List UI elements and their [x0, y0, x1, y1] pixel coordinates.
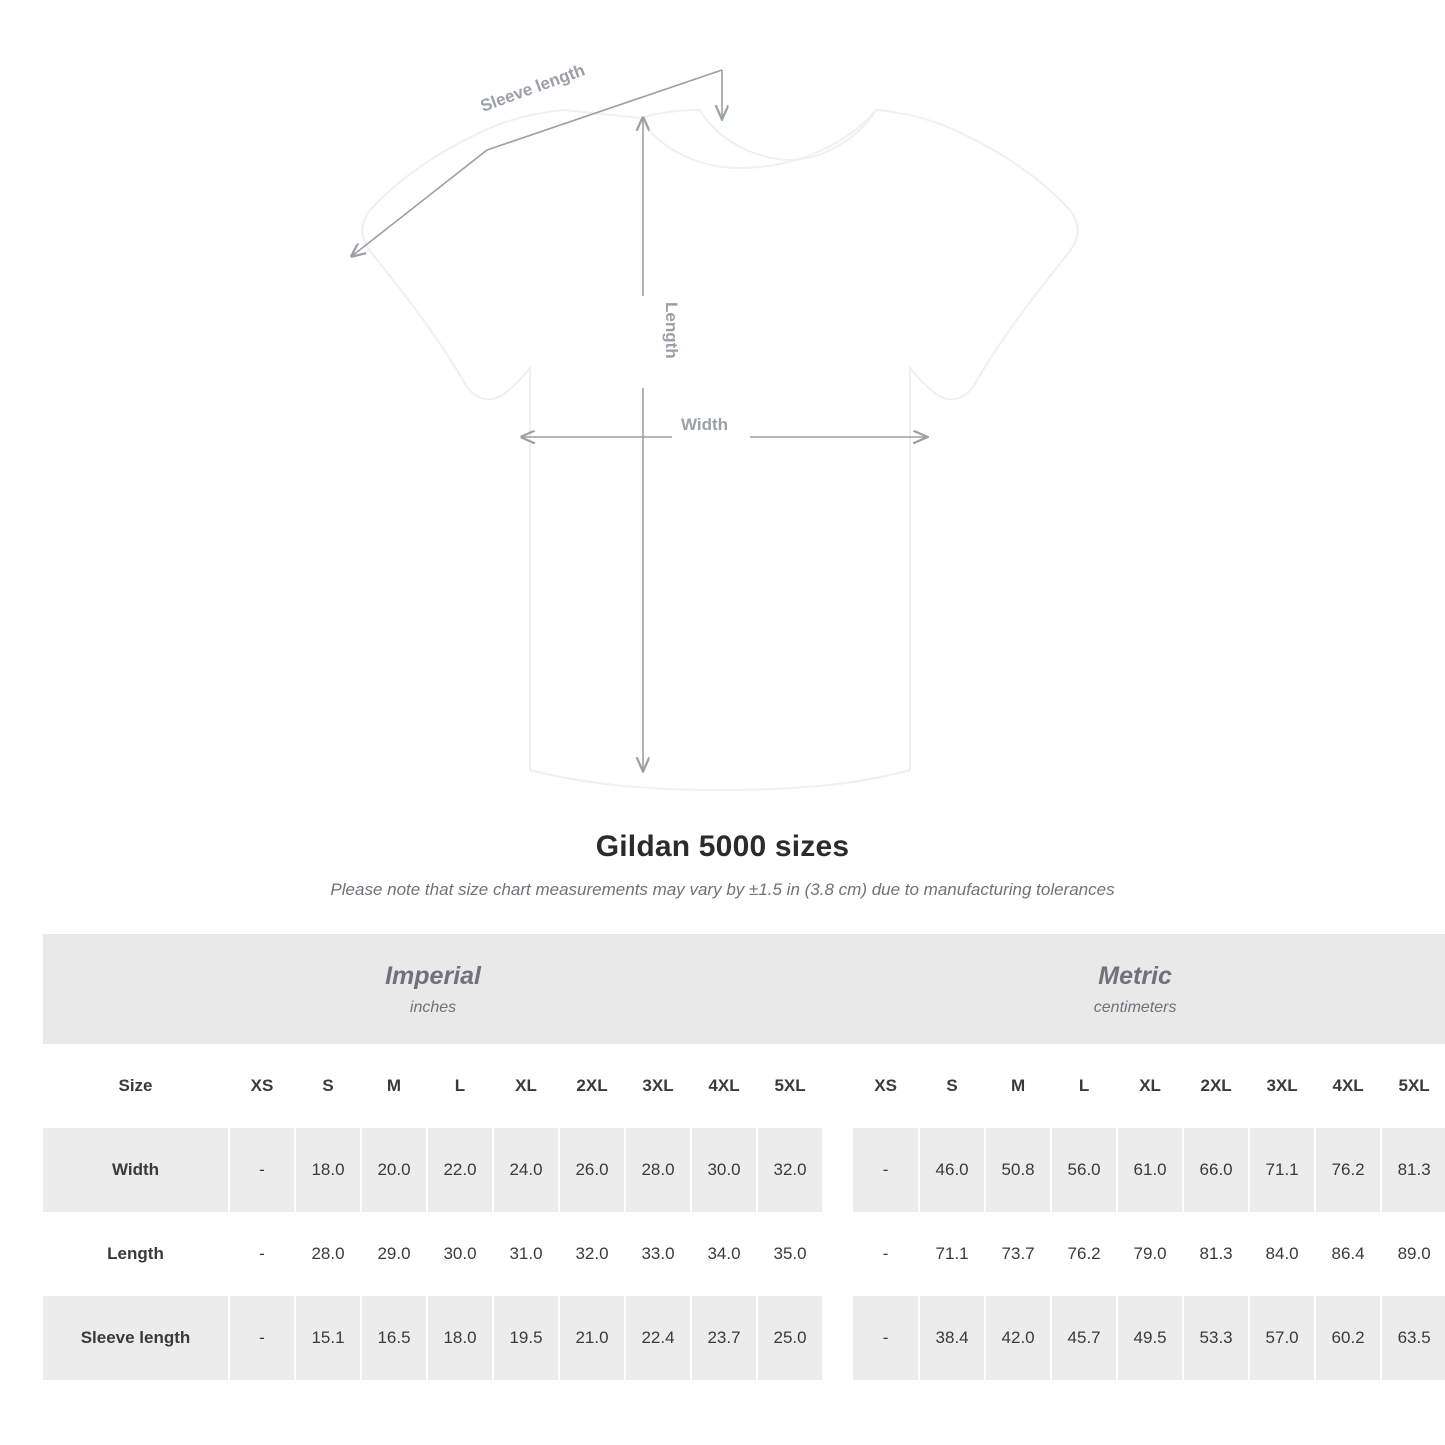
cell-width-metric-xs: - [853, 1128, 919, 1212]
cell-sleeve-imperial-2xl: 21.0 [559, 1296, 625, 1380]
size-header-row [43, 1044, 1445, 1128]
unit-header-metric [823, 934, 1445, 1044]
cell-width-imperial-xl: 24.0 [493, 1128, 559, 1212]
cell-length-metric-s: 71.1 [919, 1212, 985, 1296]
cell-sleeve-metric-xl: 49.5 [1117, 1296, 1183, 1380]
header-size-metric-xl: XL [1117, 1044, 1183, 1128]
cell-width-metric-m: 50.8 [985, 1128, 1051, 1212]
cell-width-imperial-4xl: 30.0 [691, 1128, 757, 1212]
unit-sub-imperial: inches [409, 998, 457, 1016]
cell-sleeve-metric-xs: - [853, 1296, 919, 1380]
table-row-length [43, 1212, 1445, 1296]
header-size-imperial-xs: XS [229, 1044, 295, 1128]
header-size-metric-l: L [1051, 1044, 1117, 1128]
header-size-metric-4xl: 4XL [1315, 1044, 1381, 1128]
cell-width-metric-s: 46.0 [919, 1128, 985, 1212]
unit-name-imperial: Imperial [385, 961, 481, 990]
header-size-metric-xs: XS [853, 1044, 919, 1128]
cell-length-imperial-2xl: 32.0 [559, 1212, 625, 1296]
cell-sleeve-imperial-s: 15.1 [295, 1296, 361, 1380]
header-size: Size [43, 1044, 229, 1128]
cell-length-imperial-4xl: 34.0 [691, 1212, 757, 1296]
header-size-imperial-4xl: 4XL [691, 1044, 757, 1128]
header-size-metric-s: S [919, 1044, 985, 1128]
table-row-width [43, 1128, 1445, 1212]
cell-sleeve-imperial-3xl: 22.4 [625, 1296, 691, 1380]
column-spacer [823, 1296, 853, 1380]
cell-sleeve-metric-5xl: 63.5 [1381, 1296, 1445, 1380]
cell-width-imperial-xs: - [229, 1128, 295, 1212]
size-table-wrapper [43, 934, 1431, 1380]
length-label: Length [662, 302, 681, 359]
cell-length-metric-xs: - [853, 1212, 919, 1296]
header-size-imperial-s: S [295, 1044, 361, 1128]
column-spacer [823, 1044, 853, 1128]
cell-width-imperial-l: 22.0 [427, 1128, 493, 1212]
cell-sleeve-imperial-xl: 19.5 [493, 1296, 559, 1380]
cell-width-metric-3xl: 71.1 [1249, 1128, 1315, 1212]
chart-title: Gildan 5000 sizes [595, 830, 850, 863]
cell-width-metric-5xl: 81.3 [1381, 1128, 1445, 1212]
cell-sleeve-metric-2xl: 53.3 [1183, 1296, 1249, 1380]
header-size-imperial-xl: XL [493, 1044, 559, 1128]
cell-length-metric-xl: 79.0 [1117, 1212, 1183, 1296]
unit-header-imperial [43, 934, 823, 1044]
cell-length-imperial-xs: - [229, 1212, 295, 1296]
cell-length-imperial-m: 29.0 [361, 1212, 427, 1296]
cell-sleeve-imperial-xs: - [229, 1296, 295, 1380]
header-size-metric-5xl: 5XL [1381, 1044, 1445, 1128]
row-label-width: Width [43, 1128, 229, 1212]
title-block [0, 830, 1445, 900]
unit-name-metric: Metric [1098, 961, 1172, 990]
cell-length-metric-3xl: 84.0 [1249, 1212, 1315, 1296]
width-label: Width [681, 415, 729, 434]
tshirt-shape [362, 110, 1077, 790]
unit-sub-metric: centimeters [1093, 998, 1177, 1016]
sleeve-length-label: Sleeve length [477, 60, 588, 116]
cell-length-imperial-5xl: 35.0 [757, 1212, 823, 1296]
cell-length-metric-m: 73.7 [985, 1212, 1051, 1296]
cell-width-imperial-5xl: 32.0 [757, 1128, 823, 1212]
header-size-imperial-5xl: 5XL [757, 1044, 823, 1128]
cell-width-metric-xl: 61.0 [1117, 1128, 1183, 1212]
row-label-sleeve-length: Sleeve length [43, 1296, 229, 1380]
cell-length-metric-4xl: 86.4 [1315, 1212, 1381, 1296]
cell-sleeve-metric-m: 42.0 [985, 1296, 1051, 1380]
cell-sleeve-metric-s: 38.4 [919, 1296, 985, 1380]
cell-length-imperial-3xl: 33.0 [625, 1212, 691, 1296]
cell-length-metric-l: 76.2 [1051, 1212, 1117, 1296]
header-size-imperial-2xl: 2XL [559, 1044, 625, 1128]
column-spacer [823, 1128, 853, 1212]
cell-sleeve-imperial-l: 18.0 [427, 1296, 493, 1380]
chart-note: Please note that size chart measurements may vary by ±1.5 in (3.8 cm) due to manufacturing tolerances [330, 880, 1115, 899]
column-spacer [823, 1212, 853, 1296]
cell-sleeve-metric-3xl: 57.0 [1249, 1296, 1315, 1380]
cell-length-imperial-s: 28.0 [295, 1212, 361, 1296]
cell-sleeve-imperial-4xl: 23.7 [691, 1296, 757, 1380]
header-size-metric-m: M [985, 1044, 1051, 1128]
cell-width-imperial-m: 20.0 [361, 1128, 427, 1212]
cell-width-imperial-s: 18.0 [295, 1128, 361, 1212]
cell-length-metric-5xl: 89.0 [1381, 1212, 1445, 1296]
cell-length-imperial-xl: 31.0 [493, 1212, 559, 1296]
header-size-metric-2xl: 2XL [1183, 1044, 1249, 1128]
cell-sleeve-imperial-m: 16.5 [361, 1296, 427, 1380]
cell-sleeve-imperial-5xl: 25.0 [757, 1296, 823, 1380]
cell-length-metric-2xl: 81.3 [1183, 1212, 1249, 1296]
header-size-imperial-3xl: 3XL [625, 1044, 691, 1128]
cell-width-imperial-3xl: 28.0 [625, 1128, 691, 1212]
header-size-metric-3xl: 3XL [1249, 1044, 1315, 1128]
header-size-imperial-l: L [427, 1044, 493, 1128]
row-label-length: Length [43, 1212, 229, 1296]
table-row-sleeve-length [43, 1296, 1445, 1380]
size-table [43, 934, 1445, 1380]
cell-width-imperial-2xl: 26.0 [559, 1128, 625, 1212]
cell-width-metric-l: 56.0 [1051, 1128, 1117, 1212]
cell-length-imperial-l: 30.0 [427, 1212, 493, 1296]
cell-width-metric-2xl: 66.0 [1183, 1128, 1249, 1212]
unit-header-row [43, 934, 1445, 1044]
cell-sleeve-metric-4xl: 60.2 [1315, 1296, 1381, 1380]
cell-sleeve-metric-l: 45.7 [1051, 1296, 1117, 1380]
cell-width-metric-4xl: 76.2 [1315, 1128, 1381, 1212]
header-size-imperial-m: M [361, 1044, 427, 1128]
